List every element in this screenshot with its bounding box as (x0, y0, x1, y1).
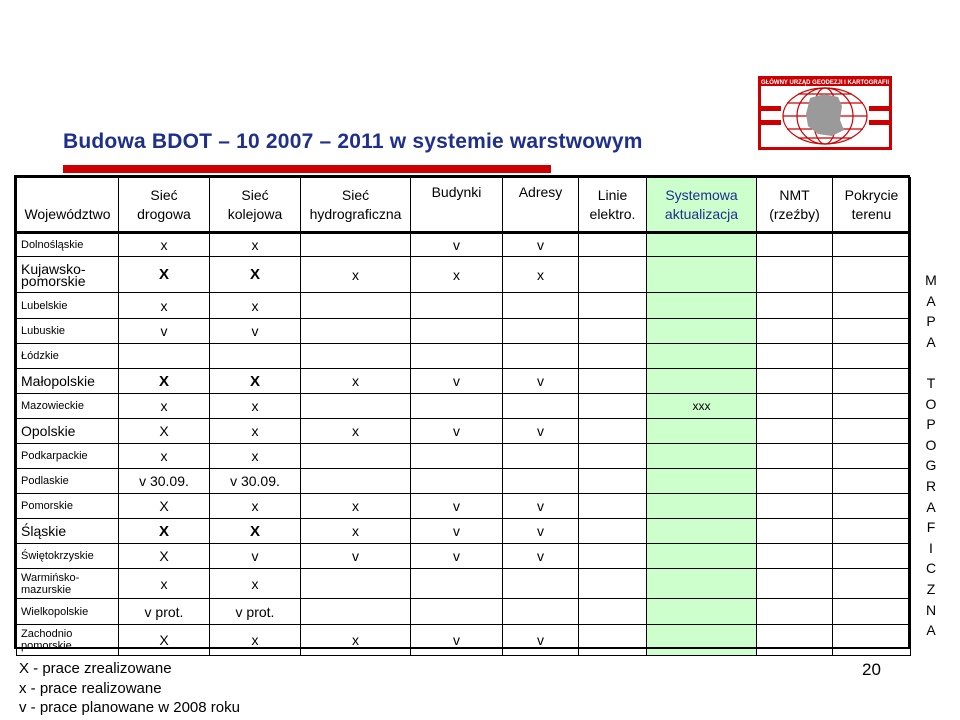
cell-nmt (757, 293, 833, 319)
cell-systemowa (647, 519, 757, 544)
cell-linie (579, 519, 647, 544)
cell-pokrycie (833, 599, 911, 625)
cell-budynki (411, 444, 503, 469)
cell-kolejowa: X (210, 369, 301, 394)
logo-text: GŁÓWNY URZĄD GEODEZJI I KARTOGRAFII (760, 80, 890, 86)
voivodeship-name: Podkarpackie (17, 444, 119, 469)
cell-budynki: v (411, 419, 503, 444)
header-pokrycie-terenu: Pokrycie terenu (833, 178, 911, 233)
table-row (17, 544, 911, 569)
cell-linie (579, 544, 647, 569)
cell-budynki (411, 344, 503, 369)
cell-hydro: x (301, 419, 411, 444)
cell-drogowa: x (119, 569, 210, 599)
cell-hydro: x (301, 519, 411, 544)
table-row (17, 344, 911, 369)
cell-nmt (757, 494, 833, 519)
cell-nmt (757, 569, 833, 599)
cell-drogowa: x (119, 293, 210, 319)
legend (19, 659, 240, 718)
cell-pokrycie (833, 519, 911, 544)
legend-item: v - prace planowane w 2008 roku (19, 699, 240, 716)
cell-kolejowa: x (210, 293, 301, 319)
cell-pokrycie (833, 625, 911, 656)
cell-systemowa: xxx (647, 394, 757, 419)
cell-drogowa: X (119, 369, 210, 394)
cell-hydro (301, 569, 411, 599)
cell-linie (579, 444, 647, 469)
cell-nmt (757, 257, 833, 293)
header-linie-elektro: Linie elektro. (579, 178, 647, 233)
cell-budynki: v (411, 544, 503, 569)
cell-systemowa (647, 625, 757, 656)
cell-linie (579, 369, 647, 394)
cell-systemowa (647, 293, 757, 319)
cell-linie (579, 394, 647, 419)
cell-linie (579, 569, 647, 599)
cell-kolejowa: x (210, 494, 301, 519)
header-nmt: NMT (rzeźby) (757, 178, 833, 233)
cell-adresy: v (503, 519, 579, 544)
voivodeship-name: Podlaskie (17, 469, 119, 494)
cell-kolejowa: X (210, 519, 301, 544)
cell-kolejowa: x (210, 569, 301, 599)
cell-pokrycie (833, 319, 911, 344)
cell-pokrycie (833, 419, 911, 444)
cell-drogowa: X (119, 419, 210, 444)
cell-budynki: v (411, 494, 503, 519)
cell-pokrycie (833, 469, 911, 494)
cell-hydro (301, 599, 411, 625)
cell-linie (579, 257, 647, 293)
cell-adresy: v (503, 369, 579, 394)
cell-adresy (503, 319, 579, 344)
cell-adresy: v (503, 625, 579, 656)
table-row (17, 569, 911, 599)
cell-budynki: v (411, 625, 503, 656)
cell-budynki (411, 319, 503, 344)
voivodeship-name: Opolskie (17, 419, 119, 444)
table-row (17, 319, 911, 344)
cell-nmt (757, 319, 833, 344)
cell-pokrycie (833, 233, 911, 257)
cell-kolejowa: v (210, 319, 301, 344)
cell-kolejowa: v (210, 544, 301, 569)
cell-drogowa: X (119, 494, 210, 519)
cell-nmt (757, 344, 833, 369)
cell-kolejowa: X (210, 257, 301, 293)
title-underline (63, 165, 551, 173)
voivodeship-name: Kujawsko-pomorskie (17, 257, 119, 293)
cell-hydro (301, 233, 411, 257)
cell-nmt (757, 469, 833, 494)
cell-hydro (301, 319, 411, 344)
cell-systemowa (647, 444, 757, 469)
cell-hydro (301, 469, 411, 494)
cell-adresy (503, 469, 579, 494)
cell-budynki: v (411, 519, 503, 544)
table-row (17, 257, 911, 293)
cell-drogowa: X (119, 625, 210, 656)
voivodeship-name: Małopolskie (17, 369, 119, 394)
cell-drogowa: X (119, 544, 210, 569)
header-systemowa-aktualizacja: Systemowa aktualizacja (647, 178, 757, 233)
cell-linie (579, 599, 647, 625)
cell-systemowa (647, 544, 757, 569)
cell-adresy (503, 293, 579, 319)
cell-nmt (757, 419, 833, 444)
voivodeship-name: Lubelskie (17, 293, 119, 319)
table-row (17, 293, 911, 319)
cell-nmt (757, 233, 833, 257)
header-wojewodztwo: Województwo (17, 178, 119, 233)
cell-hydro: x (301, 257, 411, 293)
cell-hydro: x (301, 494, 411, 519)
voivodeship-name: Zachodnio pomorskie (17, 625, 119, 656)
cell-budynki (411, 599, 503, 625)
voivodeship-name: Pomorskie (17, 494, 119, 519)
cell-linie (579, 233, 647, 257)
cell-budynki (411, 293, 503, 319)
cell-kolejowa: x (210, 233, 301, 257)
cell-nmt (757, 519, 833, 544)
cell-linie (579, 469, 647, 494)
cell-adresy: v (503, 494, 579, 519)
page-title: Budowa BDOT – 10 2007 – 2011 w systemie warstwowym (63, 130, 643, 153)
header-budynki: Budynki (411, 178, 503, 233)
cell-linie (579, 625, 647, 656)
cell-drogowa: x (119, 444, 210, 469)
cell-linie (579, 293, 647, 319)
cell-adresy: v (503, 419, 579, 444)
cell-kolejowa: x (210, 419, 301, 444)
cell-linie (579, 344, 647, 369)
cell-pokrycie (833, 257, 911, 293)
cell-budynki: v (411, 233, 503, 257)
cell-hydro (301, 293, 411, 319)
cell-linie (579, 494, 647, 519)
table-row (17, 625, 911, 656)
cell-adresy: x (503, 257, 579, 293)
cell-drogowa: v prot. (119, 599, 210, 625)
cell-pokrycie (833, 544, 911, 569)
cell-adresy (503, 394, 579, 419)
voivodeship-name: Warmińsko-mazurskie (17, 569, 119, 599)
cell-systemowa (647, 344, 757, 369)
cell-hydro: x (301, 625, 411, 656)
table-row (17, 599, 911, 625)
cell-pokrycie (833, 569, 911, 599)
cell-systemowa (647, 569, 757, 599)
cell-hydro (301, 344, 411, 369)
cell-hydro: v (301, 544, 411, 569)
cell-drogowa (119, 344, 210, 369)
cell-adresy: v (503, 233, 579, 257)
table-row (17, 394, 911, 419)
cell-hydro (301, 444, 411, 469)
table-row (17, 369, 911, 394)
header-row (17, 178, 911, 233)
cell-systemowa (647, 319, 757, 344)
voivodeship-name: Mazowieckie (17, 394, 119, 419)
legend-item: X - prace zrealizowane (19, 660, 172, 677)
cell-pokrycie (833, 369, 911, 394)
cell-systemowa (647, 599, 757, 625)
table-row (17, 519, 911, 544)
cell-drogowa: x (119, 394, 210, 419)
cell-systemowa (647, 419, 757, 444)
voivodeship-name: Dolnośląskie (17, 233, 119, 257)
cell-hydro: x (301, 369, 411, 394)
cell-hydro (301, 394, 411, 419)
cell-pokrycie (833, 494, 911, 519)
cell-systemowa (647, 257, 757, 293)
table-row (17, 494, 911, 519)
cell-linie (579, 419, 647, 444)
gugik-logo (758, 76, 892, 150)
cell-pokrycie (833, 394, 911, 419)
cell-systemowa (647, 469, 757, 494)
side-label-mapa-topograficzna: M A P A T O P O G R A F I C Z N A (925, 272, 937, 639)
voivodeship-name: Lubuskie (17, 319, 119, 344)
voivodeship-name: Świętokrzyskie (17, 544, 119, 569)
cell-pokrycie (833, 344, 911, 369)
cell-linie (579, 319, 647, 344)
cell-systemowa (647, 494, 757, 519)
cell-kolejowa: x (210, 394, 301, 419)
header-siec-hydrograficzna: Sieć hydrograficzna (301, 178, 411, 233)
page-number: 20 (862, 660, 881, 679)
cell-budynki (411, 569, 503, 599)
cell-drogowa: v (119, 319, 210, 344)
bdot-table (16, 177, 911, 656)
cell-nmt (757, 394, 833, 419)
table-row (17, 233, 911, 257)
cell-nmt (757, 444, 833, 469)
cell-adresy: v (503, 544, 579, 569)
cell-kolejowa: v prot. (210, 599, 301, 625)
header-siec-kolejowa: Sieć kolejowa (210, 178, 301, 233)
cell-kolejowa (210, 344, 301, 369)
cell-kolejowa: x (210, 444, 301, 469)
cell-nmt (757, 544, 833, 569)
header-siec-drogowa: Sieć drogowa (119, 178, 210, 233)
cell-drogowa: v 30.09. (119, 469, 210, 494)
cell-drogowa: X (119, 257, 210, 293)
cell-drogowa: X (119, 519, 210, 544)
cell-nmt (757, 599, 833, 625)
voivodeship-name: Śląskie (17, 519, 119, 544)
cell-budynki (411, 469, 503, 494)
cell-adresy (503, 344, 579, 369)
voivodeship-name: Łódzkie (17, 344, 119, 369)
cell-kolejowa: v 30.09. (210, 469, 301, 494)
table-row (17, 469, 911, 494)
cell-adresy (503, 444, 579, 469)
cell-kolejowa: x (210, 625, 301, 656)
table-row (17, 419, 911, 444)
cell-adresy (503, 569, 579, 599)
table-row (17, 444, 911, 469)
cell-budynki: v (411, 369, 503, 394)
cell-systemowa (647, 233, 757, 257)
header-adresy: Adresy (503, 178, 579, 233)
voivodeship-name: Wielkopolskie (17, 599, 119, 625)
cell-systemowa (647, 369, 757, 394)
legend-item: x - prace realizowane (19, 679, 162, 697)
cell-adresy (503, 599, 579, 625)
cell-pokrycie (833, 293, 911, 319)
cell-nmt (757, 625, 833, 656)
cell-pokrycie (833, 444, 911, 469)
cell-nmt (757, 369, 833, 394)
cell-budynki (411, 394, 503, 419)
cell-drogowa: x (119, 233, 210, 257)
cell-budynki: x (411, 257, 503, 293)
